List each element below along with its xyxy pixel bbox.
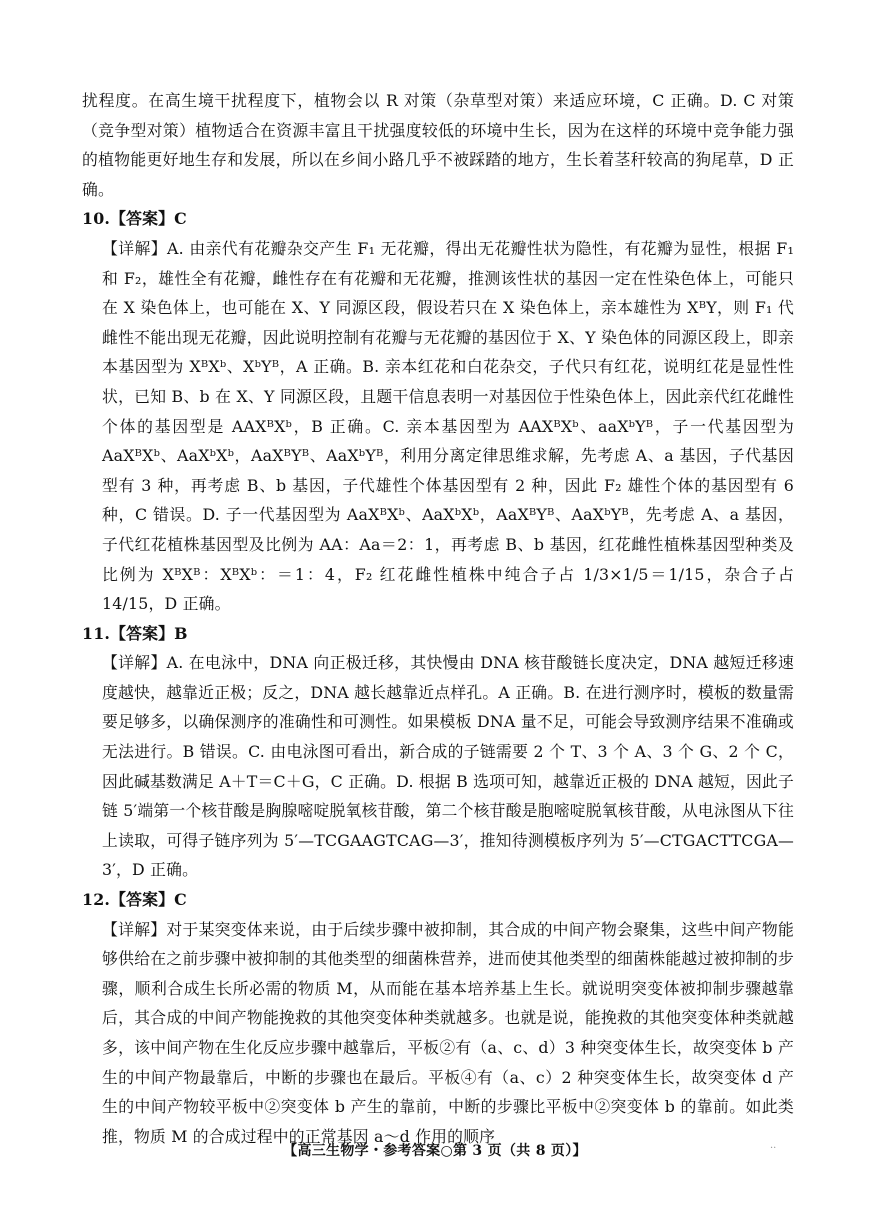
answer-heading-12: 12.【答案】C <box>82 890 187 910</box>
explanation-10: 【详解】A. 由亲代有花瓣杂交产生 F₁ 无花瓣，得出无花瓣性状为隐性，有花瓣为显性，根据 F₁ 和 F₂，雄性全有花瓣，雌性存在有花瓣和无花瓣，推测该性状的基因一定在性染色体上，可能只在 X 染色体上，也可能在 X、Y 同源区段，假设若只在 X 染色体上，亲本雄性为 XᴮY，则 F₁ 代雌性不能出现无花瓣，因此说明控制有花瓣与无花瓣的基因位于 X、Y 染色体的同源区段上，即亲本基因型为 XᴮXᵇ、XᵇYᴮ，A 正确。B. 亲本红花和白花杂交，子代只有红花，说明红花是显性性状，已知 B、b 在 X、Y 同源区段，且题干信息表明一对基因位于性染色体上，因此亲代红花雌性个体的基因型是 AAXᴮXᵇ，B 正确。C. 亲本基因型为 AAXᴮXᵇ、aaXᵇYᴮ，子一代基因型为 AaXᴮXᵇ、AaXᵇXᵇ，AaXᴮYᴮ、AaXᵇYᴮ，利用分离定律思维求解，先考虑 A、a 基因，子代基因型有 3 种，再考虑 B、b 基因，子代雄性个体基因型有 2 种，因此 F₂ 雄性个体的基因型有 6 种，C 错误。D. 子一代基因型为 AaXᴮXᵇ、AaXᵇXᵇ，AaXᴮYᴮ、AaXᵇYᴮ，先考虑 A、a 基因，子代红花植株基因型及比例为 AA：Aa＝2：1，再考虑 B、b 基因，红花雌性植株基因型种类及比例为 XᴮXᴮ：XᴮXᵇ：＝1：4，F₂ 红花雌性植株中纯合子占 1/3×1/5＝1/15，杂合子占 14/15，D 正确。 <box>102 238 794 614</box>
explanation-11: 【详解】A. 在电泳中，DNA 向正极迁移，其快慢由 DNA 核苷酸链长度决定，DNA 越短迁移速度越快，越靠近正极；反之，DNA 越长越靠近点样孔。A 正确。B. 在进行测序时，模板的数量需要足够多，以确保测序的准确性和可测性。如果模板 DNA 量不足，可能会导致测序结果不准确或无法进行。B 错误。C. 由电泳图可看出，新合成的子链需要 2 个 T、3 个 A、3 个 G、2 个 C，因此碱基数满足 A＋T＝C＋G，C 正确。D. 根据 B 选项可知，越靠近正极的 DNA 越短，因此子链 5′端第一个核苷酸是胸腺嘧啶脱氧核苷酸，第二个核苷酸是胞嘧啶脱氧核苷酸，从电泳图从下往上读取，可得子链序列为 5′—TCGAAGTCAG—3′，推知待测模板序列为 5′—CTGACTTCGA—3′，D 正确。 <box>102 653 795 880</box>
explanation-12: 【详解】对于某突变体来说，由于后续步骤中被抑制，其合成的中间产物会聚集，这些中间产物能够供给在之前步骤中被抑制的其他类型的细菌株营养，进而使其他类型的细菌株能越过被抑制的步骤，顺利合成生长所必需的物质 M，从而能在基本培养基上生长。就说明突变体被抑制步骤越靠后，其合成的中间产物能挽救的其他突变体种类就越多。也就是说，能挽救的其他突变体种类就越多，该中间产物在生化反应步骤中越靠后，平板②有（a、c、d）3 种突变体生长，故突变体 b 产生的中间产物最靠后，中断的步骤也在最后。平板④有（a、c）2 种突变体生长，故突变体 d 产生的中间产物较平板中②突变体 b 产生的靠前，中断的步骤比平板中②突变体 b 的靠前。如此类推，物质 M 的合成过程中的正常基因 a～d 作用的顺序 <box>102 919 794 1146</box>
page-footer: 【高三生物学・参考答案○第 3 页（共 8 页）】 <box>283 1143 587 1159</box>
answer-heading-11: 11.【答案】B <box>82 623 188 643</box>
answer-text-body <box>82 86 794 1151</box>
paragraph-continuation: 扰程度。在高生境干扰程度下，植物会以 R 对策（杂草型对策）来适应环境，C 正确。D. C 对策（竞争型对策）植物适合在资源丰富且干扰强度较低的环境中生长，因为在这样的环境中竞争能力强的植物能更好地生存和发展，所以在乡间小路几乎不被踩踏的地方，生长着茎秆较高的狗尾草，D 正确。 <box>82 91 794 199</box>
answer-heading-10: 10.【答案】C <box>82 209 187 229</box>
corner-mark: ·· <box>770 1143 777 1154</box>
